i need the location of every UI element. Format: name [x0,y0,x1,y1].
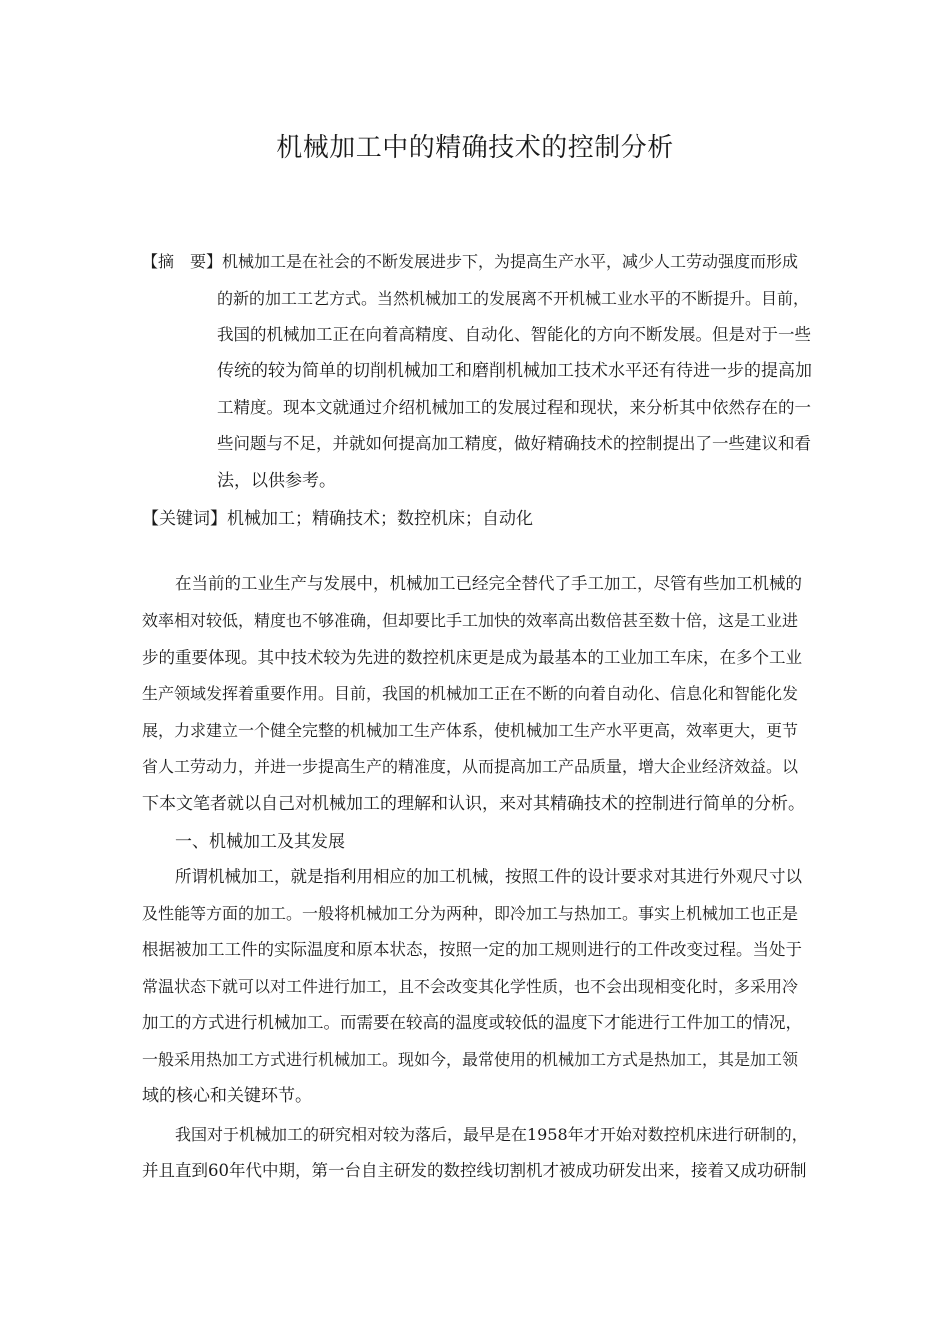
section-heading: 一、机械加工及其发展 [175,832,345,852]
abstract-line [142,247,798,277]
keywords-label: 【关键词】 [142,509,227,529]
document-title: 机械加工中的精确技术的控制分析 [276,133,674,163]
keywords-text: 机械加工；精确技术；数控机床；自动化 [227,509,533,529]
paragraph-line: 展，力求建立一个健全完整的机械加工生产体系，使机械加工生产水平更高，效率更大，更节 [142,721,799,740]
paragraph-line: 及性能等方面的加工。一般将机械加工分为两种，即冷加工与热加工。事实上机械加工也正是 [142,904,799,923]
paragraph-line: 域的核心和关键环节。 [142,1086,312,1106]
paragraph-line: 所谓机械加工，就是指利用相应的加工机械，按照工件的设计要求对其进行外观尺寸以 [175,867,802,886]
paragraph-line: 加工的方式进行机械加工。而需要在较高的温度或较低的温度下才能进行工件加工的情况， [142,1013,802,1032]
paragraph-line: 并且直到60年代中期，第一台自主研发的数控线切割机才被成功研发出来，接着又成功研制 [142,1161,807,1180]
paragraph-line: 效率相对较低，精度也不够准确，但却要比手工加快的效率高出数倍甚至数十倍，这是工业进 [142,611,799,630]
abstract-line: 些问题与不足，并就如何提高加工精度，做好精确技术的控制提出了一些建议和看 [217,434,811,453]
paragraph-line: 省人工劳动力，并进一步提高生产的精准度，从而提高加工产品质量，增大企业经济效益。以 [142,757,799,776]
abstract-text: 机械加工是在社会的不断发展进步下，为提高生产水平，减少人工劳动强度而形成 [222,252,799,271]
abstract-line: 工精度。现本文就通过介绍机械加工的发展过程和现状，来分析其中依然存在的一 [217,398,811,417]
abstract-line: 我国的机械加工正在向着高精度、自动化、智能化的方向不断发展。但是对于一些 [217,325,811,344]
paragraph-line: 在当前的工业生产与发展中，机械加工已经完全替代了手工加工，尽管有些加工机械的 [175,574,802,593]
paragraph-line: 我国对于机械加工的研究相对较为落后，最早是在1958年才开始对数控机床进行研制的， [175,1125,808,1144]
abstract-line: 法，以供参考。 [217,471,336,491]
paragraph-line: 步的重要体现。其中技术较为先进的数控机床更是成为最基本的工业加工车床，在多个工业 [142,648,802,667]
abstract-label: 【摘 要】 [142,252,223,271]
paragraph-line: 常温状态下就可以对工件进行加工，且不会改变其化学性质，也不会出现相变化时，多采用冷 [142,977,799,996]
abstract-line: 传统的较为简单的切削机械加工和磨削机械加工技术水平还有待进一步的提高加 [217,361,812,381]
paragraph-line: 生产领域发挥着重要作用。目前，我国的机械加工正在不断的向着自动化、信息化和智能化发 [142,684,799,703]
paragraph-line: 下本文笔者就以自己对机械加工的理解和认识，来对其精确技术的控制进行简单的分析。 [142,794,805,814]
paragraph-line: 根据被加工工件的实际温度和原本状态，按照一定的加工规则进行的工件改变过程。当处于 [142,940,802,959]
keywords-line [142,504,533,534]
abstract-line: 的新的加工工艺方式。当然机械加工的发展离不开机械工业水平的不断提升。目前， [217,289,810,308]
paragraph-line: 一般采用热加工方式进行机械加工。现如今，最常使用的机械加工方式是热加工，其是加工领 [142,1050,799,1069]
